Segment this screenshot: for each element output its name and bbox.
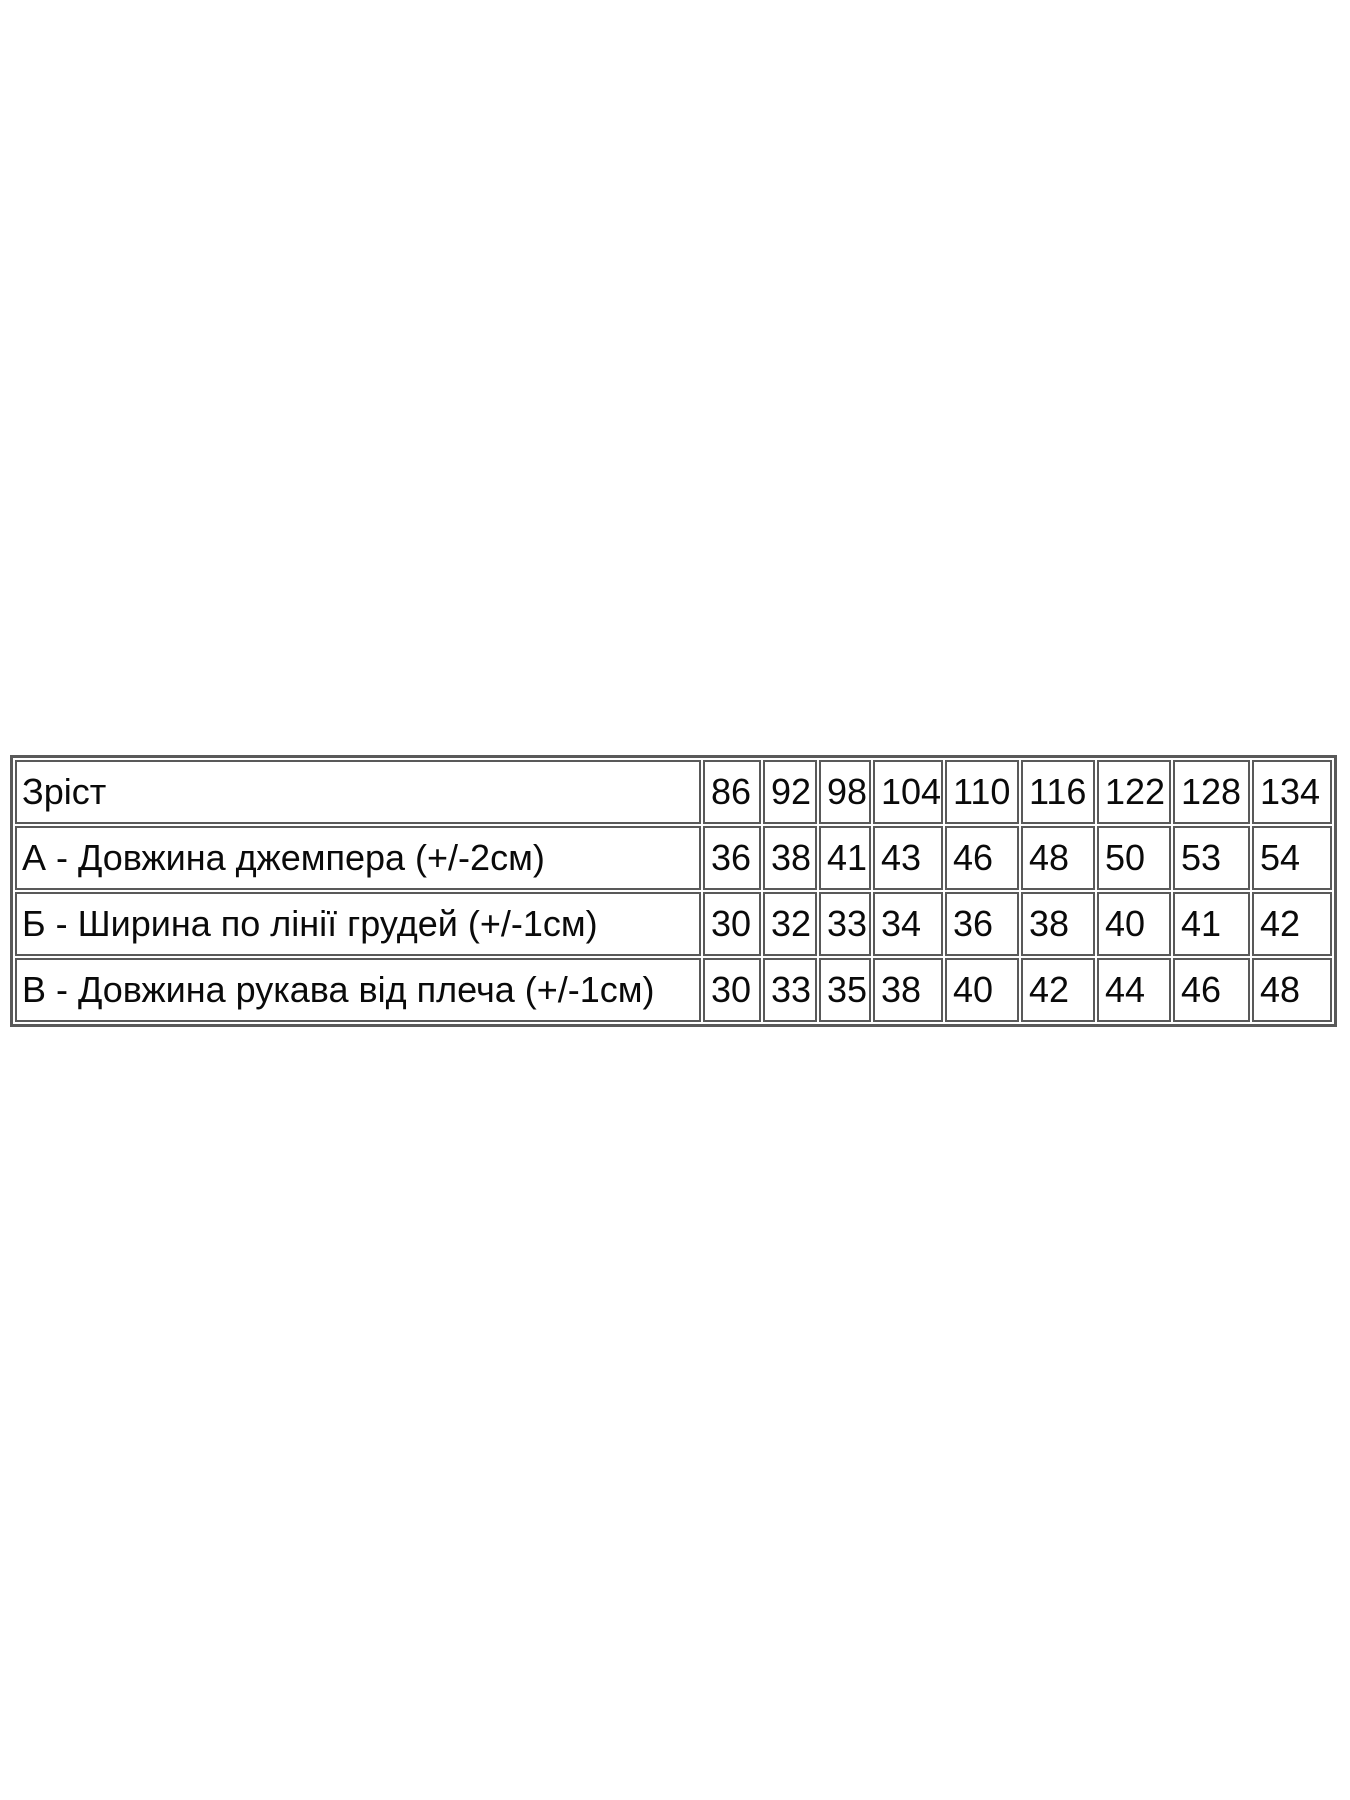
value-cell: 43: [873, 826, 943, 890]
table-row-height: [15, 760, 1332, 824]
value-cell: 38: [763, 826, 817, 890]
value-cell: 98: [819, 760, 871, 824]
value-cell: 30: [703, 958, 761, 1022]
row-label-cell: Б - Ширина по лінії грудей (+/-1см): [15, 892, 701, 956]
value-cell: 34: [873, 892, 943, 956]
table-row-jumper-length: [15, 826, 1332, 890]
value-cell: 33: [763, 958, 817, 1022]
value-cell: 48: [1252, 958, 1332, 1022]
row-label-cell: А - Довжина джемпера (+/-2см): [15, 826, 701, 890]
table-row-sleeve-length: [15, 958, 1332, 1022]
value-cell: 41: [819, 826, 871, 890]
value-cell: 46: [1173, 958, 1250, 1022]
size-chart-table: [10, 755, 1337, 1027]
value-cell: 42: [1021, 958, 1095, 1022]
value-cell: 42: [1252, 892, 1332, 956]
value-cell: 44: [1097, 958, 1171, 1022]
row-label-cell: Зріст: [15, 760, 701, 824]
table-row-chest-width: [15, 892, 1332, 956]
value-cell: 92: [763, 760, 817, 824]
value-cell: 122: [1097, 760, 1171, 824]
value-cell: 50: [1097, 826, 1171, 890]
value-cell: 40: [1097, 892, 1171, 956]
value-cell: 104: [873, 760, 943, 824]
value-cell: 110: [945, 760, 1019, 824]
value-cell: 35: [819, 958, 871, 1022]
value-cell: 32: [763, 892, 817, 956]
value-cell: 128: [1173, 760, 1250, 824]
value-cell: 46: [945, 826, 1019, 890]
value-cell: 53: [1173, 826, 1250, 890]
value-cell: 86: [703, 760, 761, 824]
value-cell: 38: [1021, 892, 1095, 956]
value-cell: 40: [945, 958, 1019, 1022]
value-cell: 134: [1252, 760, 1332, 824]
value-cell: 116: [1021, 760, 1095, 824]
value-cell: 36: [945, 892, 1019, 956]
value-cell: 33: [819, 892, 871, 956]
value-cell: 36: [703, 826, 761, 890]
value-cell: 54: [1252, 826, 1332, 890]
value-cell: 48: [1021, 826, 1095, 890]
value-cell: 30: [703, 892, 761, 956]
row-label-cell: В - Довжина рукава від плеча (+/-1см): [15, 958, 701, 1022]
value-cell: 41: [1173, 892, 1250, 956]
value-cell: 38: [873, 958, 943, 1022]
